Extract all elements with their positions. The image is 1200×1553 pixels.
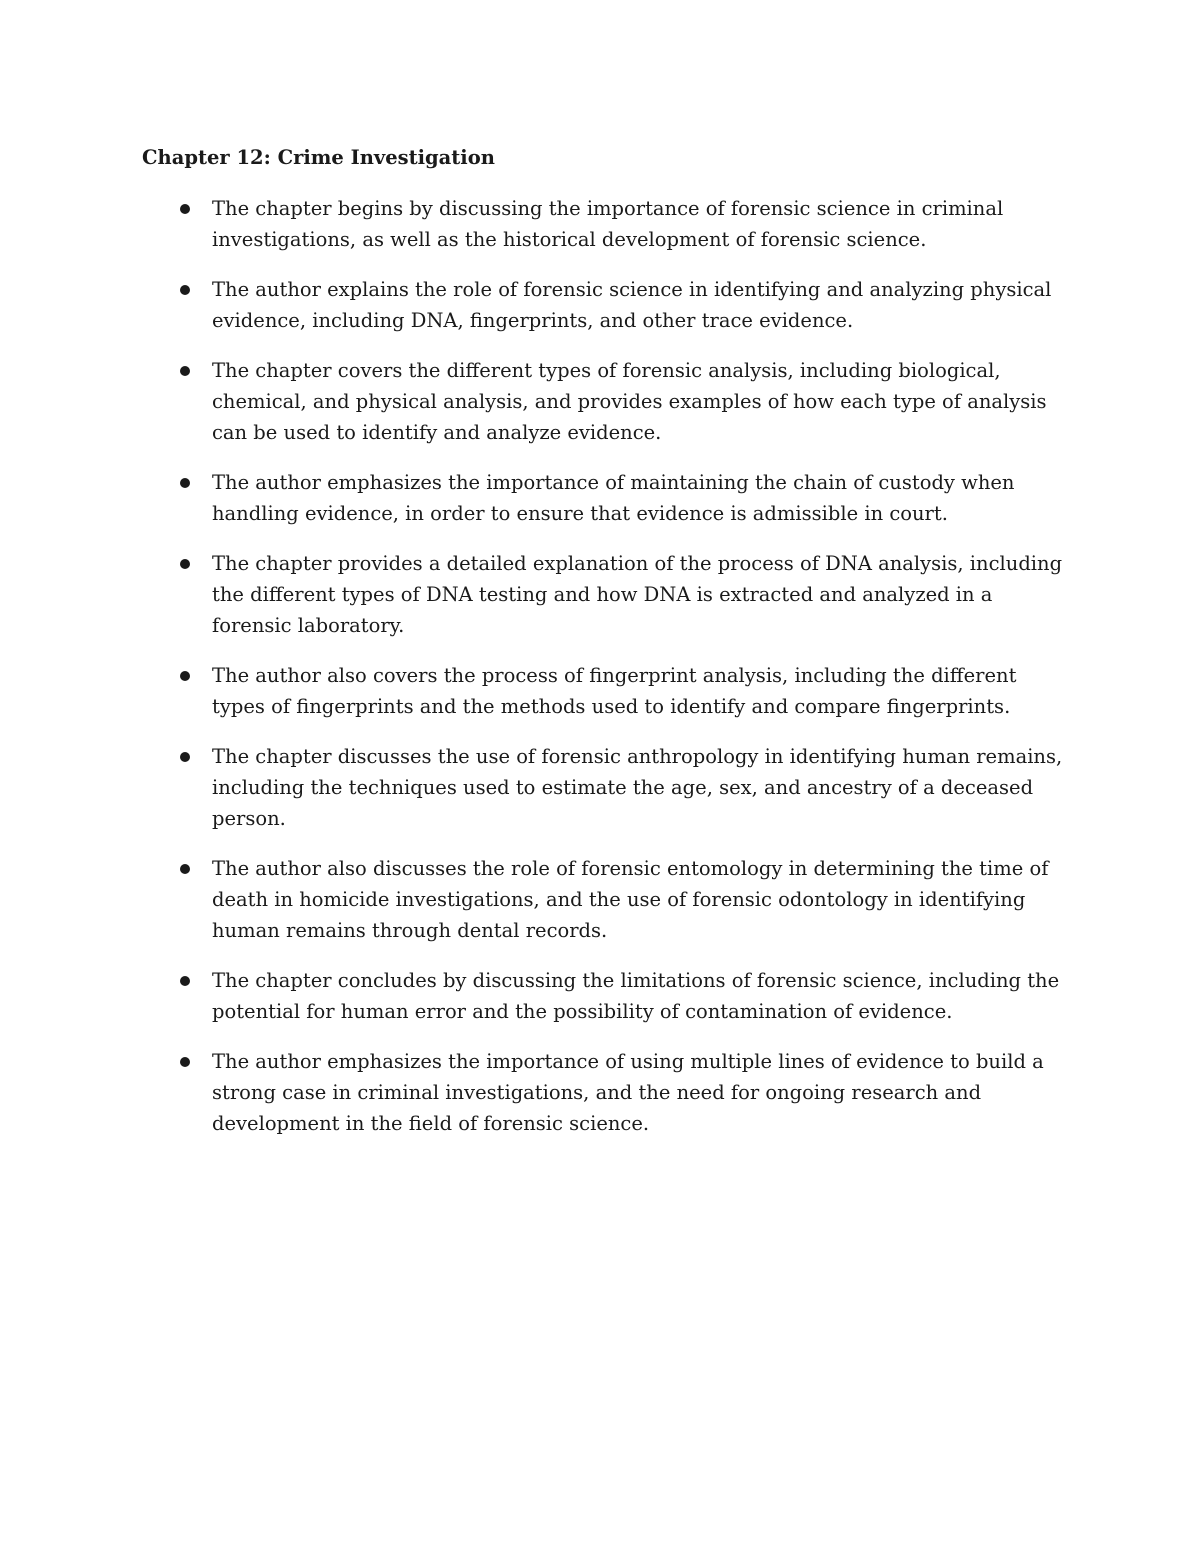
list-item (142, 274, 1072, 336)
bullet-icon (180, 864, 190, 874)
bullet-icon (180, 559, 190, 569)
list-item (142, 1046, 1072, 1139)
list-item (142, 548, 1072, 641)
bullet-list (142, 193, 1072, 1158)
bullet-icon (180, 204, 190, 214)
bullet-icon (180, 285, 190, 295)
bullet-icon (180, 1057, 190, 1067)
bullet-text: The author also discusses the role of forensic entomology in determining the time of death in homicide investigations, and the use of forensic odontology in identifying human remains through dental records. (212, 857, 1049, 942)
bullet-icon (180, 478, 190, 488)
list-item (142, 660, 1072, 722)
bullet-icon (180, 671, 190, 681)
list-item (142, 741, 1072, 834)
list-item (142, 193, 1072, 255)
list-item (142, 965, 1072, 1027)
bullet-text: The author emphasizes the importance of using multiple lines of evidence to build a strong case in criminal investigations, and the need for ongoing research and development in the field of forensic science. (212, 1050, 1044, 1135)
bullet-text: The author emphasizes the importance of maintaining the chain of custody when handling evidence, in order to ensure that evidence is admissible in court. (212, 471, 1015, 525)
bullet-icon (180, 976, 190, 986)
bullet-icon (180, 366, 190, 376)
list-item (142, 853, 1072, 946)
list-item (142, 355, 1072, 448)
list-item (142, 467, 1072, 529)
chapter-title: Chapter 12: Crime Investigation (142, 146, 495, 169)
bullet-text: The chapter covers the different types of forensic analysis, including biological, chemical, and physical analysis, and provides examples of how each type of analysis can be used to identify and analyze evidence. (212, 359, 1047, 444)
bullet-text: The author also covers the process of fingerprint analysis, including the different types of fingerprints and the methods used to identify and compare fingerprints. (212, 664, 1017, 718)
bullet-text: The author explains the role of forensic science in identifying and analyzing physical evidence, including DNA, fingerprints, and other trace evidence. (212, 278, 1052, 332)
bullet-icon (180, 752, 190, 762)
bullet-text: The chapter discusses the use of forensic anthropology in identifying human remains, including the techniques used to estimate the age, sex, and ancestry of a deceased person. (212, 745, 1063, 830)
bullet-text: The chapter provides a detailed explanation of the process of DNA analysis, including the different types of DNA testing and how DNA is extracted and analyzed in a forensic laboratory. (212, 552, 1063, 637)
bullet-text: The chapter concludes by discussing the limitations of forensic science, including the potential for human error and the possibility of contamination of evidence. (212, 969, 1060, 1023)
bullet-text: The chapter begins by discussing the importance of forensic science in criminal investigations, as well as the historical development of forensic science. (212, 197, 1004, 251)
